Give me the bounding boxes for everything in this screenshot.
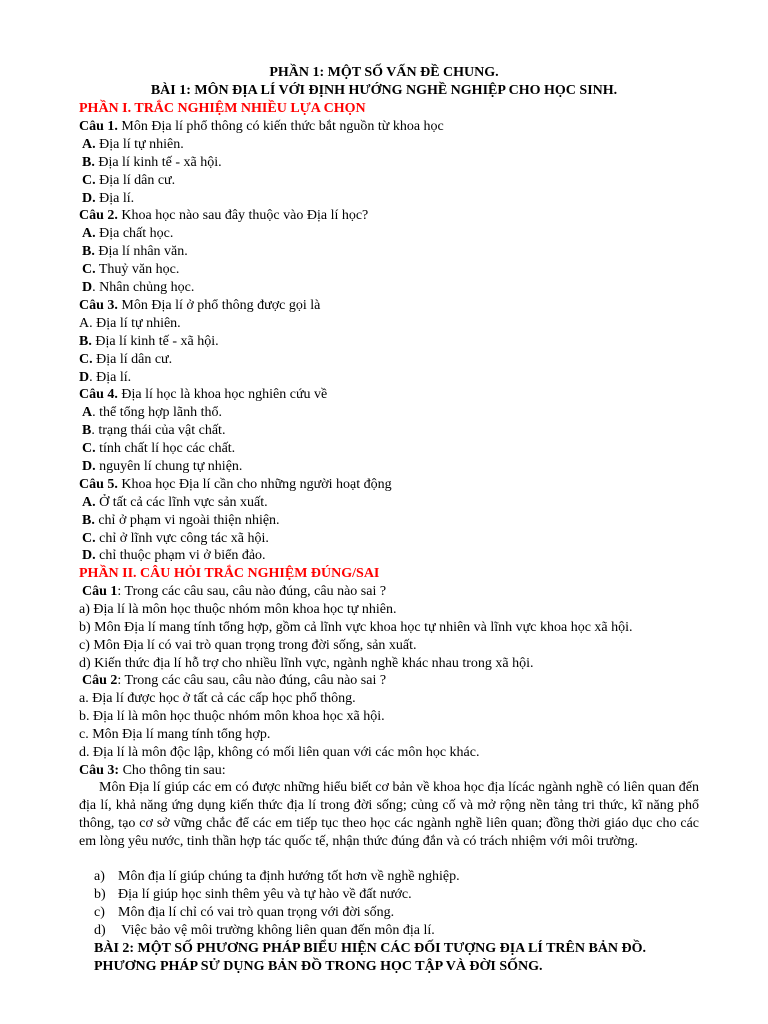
tf-q1-item-b: b) Môn Địa lí mang tính tổng hợp, gồm cả lĩnh vực khoa học tự nhiên và lĩnh vực khoa học xã hội.	[79, 620, 633, 635]
q5-option-c: C. chỉ ở lĩnh vực công tác xã hội.	[82, 531, 269, 546]
section-2-title: PHẦN II. CÂU HỎI TRẮC NGHIỆM ĐÚNG/SAI	[79, 566, 380, 581]
part-heading: PHẦN 1: MỘT SỐ VẤN ĐỀ CHUNG.	[269, 65, 499, 80]
q1-option-b: B. Địa lí kinh tế - xã hội.	[82, 155, 222, 170]
q1-option-a: A. Địa lí tự nhiên.	[82, 137, 184, 152]
q3-option-d: D. Địa lí.	[79, 370, 132, 385]
tf-question-3: Câu 3: Cho thông tin sau:	[79, 763, 226, 778]
q5-option-d: D. chỉ thuộc phạm vi ở biển đảo.	[82, 548, 266, 563]
tf-q3-item-a: a) Môn địa lí giúp chúng ta định hướng tốt hơn về nghề nghiệp.	[94, 869, 460, 884]
q2-option-c: C. Thuỷ văn học.	[82, 262, 180, 277]
tf-q2-item-b: b. Địa lí là môn học thuộc nhóm môn khoa học xã hội.	[79, 709, 385, 724]
q2-option-b: B. Địa lí nhân văn.	[82, 244, 188, 259]
question-3: Câu 3. Môn Địa lí ở phổ thông được gọi là	[79, 298, 321, 313]
tf-q1-item-c: c) Môn Địa lí có vai trò quan trọng trong đời sống, sản xuất.	[79, 638, 417, 653]
section-1-title: PHẦN I. TRẮC NGHIỆM NHIỀU LỰA CHỌN	[79, 101, 366, 116]
question-5: Câu 5. Khoa học Địa lí cần cho những người hoạt động	[79, 477, 392, 492]
q2-option-d: D. Nhân chủng học.	[82, 280, 195, 295]
tf-q3-item-d: d) Việc bảo vệ môi trường không liên quan đến môn địa lí.	[94, 923, 435, 938]
q3-option-b: B. Địa lí kinh tế - xã hội.	[79, 334, 219, 349]
q5-option-a: A. Ở tất cả các lĩnh vực sản xuất.	[82, 495, 268, 510]
tf-q2-item-c: c. Môn Địa lí mang tính tổng hợp.	[79, 727, 271, 742]
q4-option-b: B. trạng thái của vật chất.	[82, 423, 226, 438]
q4-option-a: A. thể tổng hợp lãnh thổ.	[82, 405, 223, 420]
q4-option-c: C. tính chất lí học các chất.	[82, 441, 236, 456]
tf-q3-item-b: b) Địa lí giúp học sinh thêm yêu và tự hào về đất nước.	[94, 887, 412, 902]
tf-question-1: Câu 1: Trong các câu sau, câu nào đúng, câu nào sai ?	[82, 584, 387, 599]
q5-option-b: B. chỉ ở phạm vi ngoài thiện nhiện.	[82, 513, 280, 528]
q1-option-c: C. Địa lí dân cư.	[82, 173, 176, 188]
q3-option-c: C. Địa lí dân cư.	[79, 352, 173, 367]
question-1: Câu 1. Môn Địa lí phổ thông có kiến thức bắt nguồn từ khoa học	[79, 119, 444, 134]
q4-option-d: D. nguyên lí chung tự nhiện.	[82, 459, 243, 474]
info-paragraph: Môn Địa lí giúp các em có được những hiểu biết cơ bản về khoa học địa lícác ngành nghề có liên quan đến địa lí, khả năng ứng dụng kiến thức địa lí trong đời sống; củng cố và mở rộng nền tảng tri thức, kĩ năng phổ thông, tạo cơ sở vững chắc để các em tiếp tục theo học các ngành nghề liên quan; đồng thời giáo dục cho các em lòng yêu nước, tinh thần hợp tác quốc tế, nhận thức đúng đắn và có trách nhiệm với môi trường.	[79, 780, 699, 849]
tf-q2-item-a: a. Địa lí được học ở tất cả các cấp học phổ thông.	[79, 691, 356, 706]
question-2: Câu 2. Khoa học nào sau đây thuộc vào Địa lí học?	[79, 208, 369, 223]
question-4: Câu 4. Địa lí học là khoa học nghiên cứu về	[79, 387, 328, 402]
q2-option-a: A. Địa chất học.	[82, 226, 174, 241]
tf-q3-item-c: c) Môn địa lí chỉ có vai trò quan trọng với đời sống.	[94, 905, 395, 920]
q3-option-a: A. Địa lí tự nhiên.	[79, 316, 181, 331]
lesson-2-heading: BÀI 2: MỘT SỐ PHƯƠNG PHÁP BIỂU HIỆN CÁC ĐỐI TƯỢNG ĐỊA LÍ TRÊN BẢN ĐỒ. PHƯƠNG PHÁP SỬ DỤNG BẢN ĐỒ TRONG HỌC TẬP VÀ ĐỜI SỐNG.	[94, 941, 647, 974]
q1-option-d: D. Địa lí.	[82, 191, 135, 206]
tf-q1-item-d: d) Kiến thức địa lí hỗ trợ cho nhiều lĩnh vực, ngành nghề khác nhau trong xã hội.	[79, 656, 534, 671]
tf-question-2: Câu 2: Trong các câu sau, câu nào đúng, câu nào sai ?	[82, 673, 387, 688]
tf-q1-item-a: a) Địa lí là môn học thuộc nhóm môn khoa học tự nhiên.	[79, 602, 397, 617]
tf-q2-item-d: d. Địa lí là môn độc lập, không có mối liên quan với các môn học khác.	[79, 745, 480, 760]
lesson-1-heading: BÀI 1: MÔN ĐỊA LÍ VỚI ĐỊNH HƯỚNG NGHỀ NGHIỆP CHO HỌC SINH.	[150, 83, 618, 98]
